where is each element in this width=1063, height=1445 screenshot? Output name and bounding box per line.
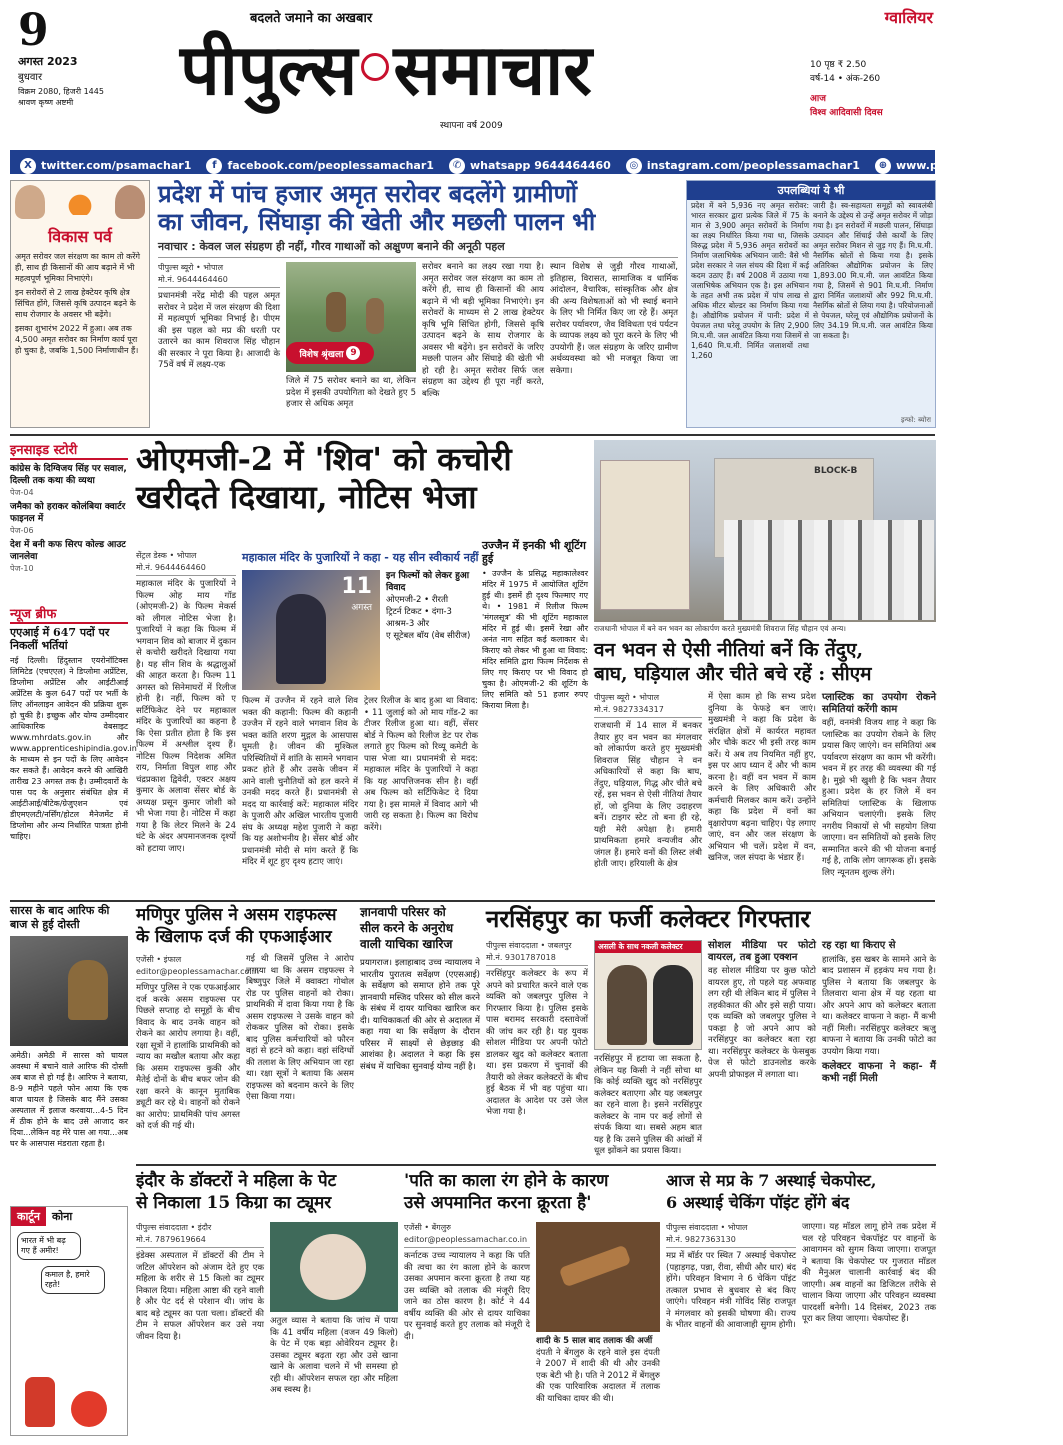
article-text: मप्र में बॉर्डर पर स्थित 7 अस्थाई चेकपोस्ट (पहाड़गढ़, पन्ना, रीवा, सीधी और धार) बंद होंगे। परिवहन विभाग ने 6 चेकिंग पॉइंट तत्काल प्रभाव से बुधवार से बंद किए जाएंगे। परिवहन मंत्री गोविंद सिंह राजपूत ने मंगलवार को इसकी घोषणा की। राज्य के भीतर वाहनों की आवाजाही सुगम होगी। xyxy=(666,1251,796,1330)
byline: पीपुल्स ब्यूरो • भोपाल xyxy=(594,693,660,702)
social-text: www.peoplessamachar.in xyxy=(895,159,1053,172)
mobile: editor@peoplessamachar.co.in xyxy=(136,966,260,976)
cm-col-2: में ऐसा काम हो कि सभ्य प्रदेश दुनिया के फेफड़े बन जाएं। मुख्यमंत्री ने कहा कि प्रदेश के संरक्षित क्षेत्रों में कार्यरत महावत और चौके कटर भी इसी तरह काम करें। ये अब तय नियमित नहीं हुए, इस पर आप ध्यान दें और भी काम करना है। वहीं वन भवन में काम करने के लिए अधिकारी और कर्मचारी मिलकर काम करें। उन्होंने कहा कि प्रदेश में वनों का वृक्षारोपण बढ़ना चाहिए। पेड़ लगाए जाएं, वन और जल संरक्षण के अभियान भी चलें। प्रदेश में वन, खनिज, जल संपदा के भंडार हैं। xyxy=(708,692,816,863)
poster-date: 11 xyxy=(341,574,372,599)
film-item: ट्रिटर्न टिकट • दंगा-3 xyxy=(386,607,452,617)
mobile: मो.नं. 9644464460 xyxy=(136,562,206,572)
pages-price: 10 पृष्ठ ₹ 2.50 xyxy=(810,60,867,70)
omg-headline-line: ओएमजी-2 में 'शिव' को कचोरी xyxy=(136,440,512,478)
indore-headline xyxy=(136,1170,398,1214)
narsinghpur-headline: नरसिंहपुर का फर्जी कलेक्टर गिरफ्तार xyxy=(486,904,811,933)
nib-logo-icon xyxy=(361,53,389,81)
pati-headline xyxy=(404,1170,660,1214)
lotus-icon xyxy=(62,185,98,215)
price-info xyxy=(810,58,935,120)
vikas-bullet: इन सरोवरों से 2 लाख हेक्टेयर कृषि क्षेत्र सिंचित होंगे, जिससे कृषि उत्पादन बढ़ने के साथ रोजगार के अवसर भी बढ़ेंगे। xyxy=(15,288,136,319)
worker-figure xyxy=(366,298,384,334)
saras-headline-line: सारस के बाद आरिफ की xyxy=(10,904,110,917)
today-label: आज xyxy=(810,94,826,104)
news-brief-title: न्यूज ब्रीफ xyxy=(10,604,128,624)
social-text: whatsapp 9644464460 xyxy=(470,159,611,172)
vikas-bullet: इसका शुभारंभ 2022 में हुआ। अब तक 4,500 अमृत सरोवर का निर्माण कार्य पूरा हो चुका है, जबकि 1,500 निर्माणाधीन हैं। xyxy=(15,324,139,355)
pati-story xyxy=(404,1170,660,1436)
checkpost-col-2: जाएगा। यह मॉडल लागू होने तक प्रदेश में चल रहे परिवहन चेकपॉइंट पर वाहनों के आवागमन को सुगम किया जाएगा। राजपूत ने बताया कि चेकपोस्ट पर गुजरात मॉडल की मैनुअल चालानी कार्रवाई बंद की जाएगी। अब वाहनों का डिजिटल तरीके से चालान किया जाएगा और परिवहन व्यवस्था पारदर्शी बनेगी। 14 दिसंबर, 2023 तक पूरा कर लिया जाएगा। चेकपोस्ट हैं। xyxy=(802,1222,936,1324)
title-left: पीपुल्स xyxy=(180,28,358,111)
woman-figure xyxy=(653,965,693,1045)
saras-body: अमेठी। अमेठी में सारस को घायल अवस्था में बचाने वाले आरिफ की दोस्ती अब बाज से हो गई है। आरिफ ने बताया, 8-9 महीने पहले फोन आया कि एक बाज घायल है जिसके बाद मैंने उसका अस्पताल में इलाज करवाया...4-5 दिन में ठीक होने के बाद उसे आजाद कर दिया...लेकिन वह मेरे पास आ गया...अब घर के आसपास मंडराता रहता है। xyxy=(10,1051,128,1148)
social-text: facebook.com/peoplessamachar1 xyxy=(227,159,434,172)
lead-col-2: जिले में 75 सरोवर बनाने का था, लेकिन प्रदेश में इसकी उपयोगिता को देखते हुए 5 हजार से अधिक अमृत xyxy=(286,376,416,409)
cm-col-1 xyxy=(594,692,702,896)
vikram-date: विक्रम 2080, हिजरी 1445 xyxy=(18,87,104,96)
social-text: instagram.com/peoplessamachar1 xyxy=(646,159,860,172)
indore-story xyxy=(136,1170,398,1436)
cm-headline-line: बाघ, घड़ियाल और चीते बचे रहें : सीएम xyxy=(594,663,872,685)
vikas-title: विकास पर्व xyxy=(48,227,112,246)
checkpost-headline-line: 6 अस्थाई चेकिंग पॉइंट होंगे बंद xyxy=(666,1193,850,1212)
cm-story xyxy=(594,440,936,896)
byline: पीपुल्स संवाददाता • इंदौर xyxy=(136,1223,212,1232)
manipur-headline xyxy=(136,904,354,948)
date-day: 9 xyxy=(18,5,49,56)
worker-figure xyxy=(326,292,346,332)
lead-headline xyxy=(158,180,678,235)
article-text: राजधानी में 14 साल में बनकर तैयार हुए वन भवन का मंगलवार को लोकार्पण करते हुए मुख्यमंत्री शिवराज सिंह चौहान ने वन अधिकारियों से कहा कि बाघ, तेंदुए, घड़ियाल, गिद्ध और चीते बचे रहें, इस भवन से ऐसी नीतियां तैयार हों, जो दुनिया के लिए उदाहरण बनें। टाइगर स्टेट तो बना ही रहे, यही मेरी अपेक्षा है। हमारी प्राथमिकता हमारे वन्यजीव और जंगल हैं। हमारे वनों की लिस्ट लंबी होती जाए। हरियाली के क्षेत्र xyxy=(594,721,702,869)
indore-col-2: अतुल व्यास ने बताया कि जांच में पाया कि 41 वर्षीय महिला (वजन 49 किलो) के पेट में एक बड़ा ओवेरियन ट्यूमर है। उसका ट्यूमर बढ़ता रहा और उसे खाना खाने के अलावा चलने में भी समस्या हो रही थी। ऑपरेशन सफल रहा और महिला अब स्वस्थ है। xyxy=(270,1316,398,1395)
x-icon: X xyxy=(20,158,36,174)
mobile: मो.नं. 9827363130 xyxy=(666,1234,736,1244)
city-label: ग्वालियर xyxy=(884,8,933,27)
checkpost-col-1 xyxy=(666,1222,796,1436)
films-box xyxy=(386,570,478,690)
photo-label: असली के साथ नकली कलेक्टर xyxy=(595,941,701,953)
cm-headline-line: वन भवन से ऐसी नीतियां बनें कि तेंदुए, xyxy=(594,639,864,661)
series-badge xyxy=(286,342,374,364)
byline: पीपुल्स संवाददाता • जबलपुर xyxy=(486,941,572,950)
checkpost-story xyxy=(666,1170,936,1436)
article-text: महाकाल मंदिर के पुजारियों ने फिल्म ओह माय गॉड (ओएमजी-2) के फिल्म मेकर्स को लीगल नोटिस भेजा है। पुजारियों ने कहा कि फिल्म में भगवान शिव को बाजार में दुकान से कचोरी खरीदते दिखाया गया है। यह सीन शिव के श्रद्धालुओं की आहत करता है। फिल्म 11 अगस्त को सिनेमाघरों में रिलीज होनी है। नहीं, फिल्म को ए सर्टिफिकेट देने पर महाकाल मंदिर के पुजारियों का कहना है कि ऐसा प्रतीत होता है कि इस फिल्म में अश्लील दृश्य हैं। नोटिस फिल्म निदेशक अमित राय, निर्माता विपुल शाह और चंद्रप्रकाश द्विवेदी, एक्टर अक्षय कुमार के अलावा सेंसर बोर्ड के अध्यक्ष प्रसून कुमार जोशी को भी भेजा गया है। नोटिस में कहा गया है कि लेटर मिलने के 24 घंटे के अंदर अपमानजनक दृश्यों को हटाया जाए। xyxy=(136,579,236,854)
lead-story xyxy=(158,180,678,428)
mobile: मो.नं. 9301787018 xyxy=(486,952,556,962)
newspaper-title xyxy=(180,22,780,112)
man-figure xyxy=(607,965,647,1045)
tithi: श्रावण कृष्ण अष्टमी xyxy=(18,98,74,107)
manipur-headline-line: मणिपुर पुलिस ने असम राइफल्स xyxy=(136,905,337,925)
article-text: नरसिंहपुर कलेक्टर के रूप में अपने को प्रचारित करने वाले एक व्यक्ति को जबलपुर पुलिस ने गिरफ्तार किया है। पुलिस इसके पास बरामद सरकारी दस्तावेजों की जांच कर रही है। यह युवक सोशल मीडिया पर अपनी फोटो डालकर खुद को कलेक्टर बताता था। इस प्रकरण में चुनावों की तैयारी को लेकर कलेक्टरों के बीच हुई बैठक में भी वह पहुंचा था। अदालत के आदेश पर उसे जेल भेजा गया है। xyxy=(486,969,588,1117)
narsinghpur-col-2: नरसिंहपुर में हटाया जा सकता है, लेकिन यह किसी ने नहीं सोचा था कि कोई व्यक्ति खुद को नरसिंहपुर कलेक्टर बताएगा और यह जबलपुर का रहने वाला है। इसने नरसिंहपुर कलेक्टर के नाम पर कई लोगों से संपर्क किया था। सबसे अहम बात यह है कि उसने पुलिस की आंखों में धूल झोंकने का प्रयास किया। xyxy=(594,1054,702,1156)
news-brief-head: एएआई में 647 पदों पर निकलीं भर्तियां xyxy=(10,626,110,652)
narsinghpur-col3-title: सोशल मीडिया पर फोटो वायरल, तब हुआ एक्शन xyxy=(708,940,816,963)
omg-headline-line: खरीदते दिखाया, नोटिस भेजा xyxy=(136,478,477,516)
checkpost-headline-line: आज से मप्र के 7 अस्थाई चेकपोस्ट, xyxy=(666,1171,877,1190)
mobile: मो.नं. 9827334317 xyxy=(594,704,664,714)
social-link-web[interactable] xyxy=(875,158,1053,174)
mobile: मो.नं. 9644464460 xyxy=(158,274,228,284)
poster-month: अगस्त xyxy=(351,603,372,613)
actor-figure xyxy=(276,594,326,684)
lead-col-1 xyxy=(158,262,280,428)
date-month: अगस्त 2023 xyxy=(18,55,78,68)
saras-headline-line: बाज से हुई दोस्ती xyxy=(10,918,80,931)
inside-item-page: पेज-04 xyxy=(10,488,34,497)
vikas-parv-box xyxy=(10,180,150,428)
article-text: इंडेक्स अस्पताल में डॉक्टरों की टीम ने जटिल ऑपरेशन को अंजाम देते हुए एक महिला के शरीर से 15 किलो का ट्यूमर निकाल दिया। महिला आष्टा की रहने वाली है और पेट दर्द से परेशान थी। जांच के बाद बड़े ट्यूमर का पता चला। डॉक्टरों की टीम ने सफल ऑपरेशन कर उसे नया जीवन दिया है। xyxy=(136,1251,264,1342)
speech-bubble: भारत में भी बढ़ गए हैं अमीर! xyxy=(17,1232,81,1260)
cartoon-corner: कोना xyxy=(51,1210,73,1223)
inside-item xyxy=(10,501,128,536)
gyanvapi-story xyxy=(360,904,480,1164)
news-brief-body: नई दिल्ली। हिंदुस्तान एयरोनॉटिक्स लिमिटेड (एचएएल) ने डिप्लोमा अप्रेंटिस, डिप्लोमा अप्रेंटिस और आईटीआई अप्रेंटिस के कुल 647 पदों पर भर्ती के लिए ऑनलाइन आवेदन की प्रक्रिया शुरू हो चुकी है। इच्छुक और योग्य उम्मीदवार आधिकारिक वेबसाइट www.mhrdats.gov.in और www.apprenticeshipindia.gov.in के माध्यम से इन पदों के लिए आवेदन कर सकते हैं। आवेदन करने की आखिरी तारीख 23 अगस्त तक है। उम्मीदवारों के पास पद के अनुसार संबंधित क्षेत्र में आईटीआई/बीटेक/ग्रेजुएशन एवं डीएमएलटी/नर्सिंग/होटल मैनेजमेंट में डिप्लोमा और अन्य निर्धारित पात्रता होनी चाहिए। xyxy=(10,656,137,842)
pati-caption-title: शादी के 5 साल बाद तलाक की अर्जी xyxy=(536,1336,653,1346)
news-brief xyxy=(10,604,137,894)
achievements-box xyxy=(686,180,936,428)
title-right: समाचार xyxy=(393,28,592,111)
omg-col-1 xyxy=(136,550,236,896)
web-icon: ⊕ xyxy=(875,158,891,174)
omg-story xyxy=(136,440,588,896)
inside-item-head[interactable]: जमैका को हराकर कोलंबिया क्वार्टर फाइनल में xyxy=(10,502,126,524)
gyanvapi-headline-line: सील करने के अनुरोध xyxy=(360,921,454,935)
inside-item-head[interactable]: कांग्रेस के दिग्विजय सिंह पर सवाल, दिल्ली तक कथा की व्यथा xyxy=(10,464,127,486)
article-text: कर्नाटक उच्च न्यायालय ने कहा कि पति की त्वचा का रंग काला होने के कारण उसका अपमान करना क्रूरता है तथा यह उस व्यक्ति को तलाक की मंजूरी दिए जाने का ठोस कारण है। कोर्ट ने 44 वर्षीय व्यक्ति की ओर से दायर याचिका पर सुनवाई करते हुए तलाक को मंजूरी दे दी। xyxy=(404,1251,530,1342)
fake-collector-photo xyxy=(594,940,702,1050)
mobile: editor@peoplessamachar.co.in xyxy=(404,1234,528,1244)
pati-col-1 xyxy=(404,1222,530,1436)
byline: एजेंसी • इंफाल xyxy=(136,955,182,964)
portrait-icon xyxy=(115,185,145,219)
lead-col-3: सरोवर बनाने का लक्ष्य रखा गया है। अमृत सरोवर जल संरक्षण का काम तो करेंगे ही, साथ ही किसानों की आय बढ़ाने में भी बड़ी भूमिका निभाएंगे। इन सरोवरों के माध्यम से 2 लाख हेक्टेयर कृषि भूमि सिंचित होगी, जिससे कृषि उत्पादन बढ़ने के साथ रोजगार के अवसर भी बढ़ेंगे। इन सरोवरों के जरिए मछली पालन और सिंघाड़े की खेती भी हो रही है। अमृत सरोवर सिर्फ जल संग्रहण का उद्देश्य ही पूरा नहीं करते, बल्कि xyxy=(422,262,544,399)
narsinghpur-col4-title2: कलेक्टर वाफना ने कहा- मैं कभी नहीं मिली xyxy=(822,1061,936,1084)
gyanvapi-headline xyxy=(360,904,480,952)
whatsapp-icon: ✆ xyxy=(449,158,465,174)
instagram-icon: ◎ xyxy=(626,158,642,174)
movie-poster xyxy=(242,570,380,690)
leader-portraits xyxy=(15,185,145,223)
mobile: मो.नं. 7879619664 xyxy=(136,1234,206,1244)
omg-headline xyxy=(136,440,588,516)
achievements-col-1: प्रदेश में बने 5,936 नए अमृत सरोवर: भारत सरकार द्वारा प्रत्येक जिले में 75 के मान से 3,900 अमृत सरोवरों के निर्माण का लक्ष्य निर्धारित किया गया था, जिसके विरुद्ध प्रदेश में 5,936 अमृत सरोवरों का निर्माण जलाभिषेक अभियान जारी: वैसे भी प्रदेश सरकार ने जल संचय की दिशा में कई कदम उठाए हैं। वर्ष 2008 में उठाया गया जलाभिषेक अभियान एक है। इस अभियान के तहत अभी तक प्रदेश में पांच लाख से अधिक मीटर बोल्डर का निर्माण किया गया है। औद्योगिक प्रयोजन में पानी: प्रदेश में पेयजल तथा घरेलू उपयोग के लिए 2,900 मि.घ.मी. जल आवंटित किया गया जिसमें से 1,640 मि.घ.मी. निर्मित जलाशयों तथा 1,260 xyxy=(691,201,809,360)
inside-item-head[interactable]: देश में बनी कफ सिरप कोल्ड आउट जानलेवा xyxy=(10,540,126,562)
narsinghpur-col4-title: रह रहा था किराए से xyxy=(822,940,896,951)
tomato-icon xyxy=(71,1391,107,1427)
photo-caption: राजधानी भोपाल में बने वन भवन का लोकार्पण करते मुख्यमंत्री शिवराज सिंह चौहान एवं अन्य। xyxy=(594,624,847,633)
social-text: twitter.com/psamachar1 xyxy=(41,159,192,172)
today-event: विश्व आदिवासी दिवस xyxy=(810,108,883,118)
gavel-photo xyxy=(536,1222,660,1332)
series-badge-label: विशेष श्रृंखला xyxy=(299,349,344,360)
cartoon-box xyxy=(10,1206,128,1436)
block-sign: BLOCK-B xyxy=(814,466,858,476)
lead-headline-line: प्रदेश में पांच हजार अमृत सरोवर बदलेंगे ग्रामीणों xyxy=(158,179,578,208)
indore-col-1 xyxy=(136,1222,264,1436)
narsinghpur-col-1 xyxy=(486,940,588,1164)
pati-caption xyxy=(536,1336,660,1436)
indore-headline-line: से निकाला 15 किग्रा का ट्यूमर xyxy=(136,1193,332,1213)
tagline: बदलते जमाने का अखबार xyxy=(250,11,373,26)
film-item: ओएमजी-2 • रीरती xyxy=(386,595,449,605)
article-text: वह सोशल मीडिया पर कुछ फोटो वायरल हुए, तो पहले यह अफवाह लग रही थी लेकिन बाद में पुलिस ने तहकीकात की और इसे सही पाया। एक व्यक्ति को जबलपुर पुलिस ने पकड़ा है जो अपने आप को नरसिंहपुर का कलेक्टर बता रहा था। नरसिंहपुर कलेक्टर के फेसबुक पेज से फोटो डाउनलोड करके अपनी प्रोफाइल में लगाता था। xyxy=(708,966,816,1080)
van-bhawan-photo xyxy=(594,440,936,622)
omg-subhead: महाकाल मंदिर के पुजारियों ने कहा - यह सीन स्वीकार्य नहीं xyxy=(242,551,479,564)
gyanvapi-body: प्रयागराज। इलाहाबाद उच्च न्यायालय ने भारतीय पुरातत्व सर्वेक्षण (एएसआई) के सर्वेक्षण को समाप्त होने तक पूरे ज्ञानवापी मस्जिद परिसर को सील करने के संबंध में दायर याचिका खारिज कर दी। याचिकाकर्ता की ओर से अदालत में कहा गया था कि सर्वेक्षण के दौरान परिसर में साक्ष्यों से छेड़छाड़ की आशंका है। अदालत ने कहा कि इस संबंध में याचिका सुनवाई योग्य नहीं है। xyxy=(360,958,480,1072)
inside-story xyxy=(10,440,128,600)
pati-headline-line: 'पति का काला रंग होने के कारण xyxy=(404,1171,609,1191)
social-link-facebook[interactable] xyxy=(206,158,433,174)
achievements-title: उपलब्धियां ये भी xyxy=(687,181,935,200)
facebook-icon: f xyxy=(206,158,222,174)
inside-item xyxy=(10,539,128,574)
hawk-figure xyxy=(68,960,108,1020)
series-badge-number: 9 xyxy=(346,346,360,360)
manipur-headline-line: के खिलाफ दर्ज की एफआईआर xyxy=(136,927,332,947)
film-item: ए सूटेबल बॉय (वेब सीरीज) xyxy=(386,631,471,641)
pati-headline-line: उसे अपमानित करना क्रूरता है' xyxy=(404,1193,592,1213)
gyanvapi-headline-line: ज्ञानवापी परिसर को xyxy=(360,905,446,919)
inside-item-page: पेज-06 xyxy=(10,526,34,535)
byline: एजेंसी • बेंगलुरु xyxy=(404,1223,451,1232)
weekday: बुधवार xyxy=(18,72,43,83)
omg-col-2: फिल्म में उज्जैन में रहने वाले शिव भक्त की कहानी: फिल्म की कहानी उज्जैन में रहने वाले भगवान शिव के भक्त कांति शरण मुद्गल के आसपास घूमती है। जीवन की मुश्किल परिस्थितियों में शांति के सामने भगवान प्रकट होते हैं और उसके जीवन में आने वाली चुनौतियों को हल करने में उनकी मदद करते हैं। प्रधानमंत्री से मदद या कार्रवाई करें: महाकाल मंदिर के पुजारी और अखिल भारतीय पुजारी संघ के अध्यक्ष महेश पुजारी ने कहा कि यह अशोभनीय है। सेंसर बोर्ड और प्रधानमंत्री मोदी से मांग करते हैं कि मंदिर में शूट हुए दृश्य हटाए जाएं। xyxy=(242,696,358,867)
omg-col-3: ट्रेलर रिलीज के बाद हुआ था विवाद: • 11 जुलाई को ओ माय गॉड-2 का टीजर रिलीज हुआ था। वहीं, सेंसर बोर्ड ने फिल्म को रिलीज डेट पर रोक लगाते हुए फिल्म को रिव्यू कमेटी के पास भेजा था। प्रधानमंत्री से मदद: महाकाल मंदिर के पुजारियों ने कहा कि यह आपत्तिजनक सीन है। वहीं अब फिल्म को सर्टिफिकेट दे दिया गया है। इस मामले में विवाद आगे भी जारी रह सकता है। फिल्म का विरोध करेंगे। xyxy=(364,696,478,833)
social-link-instagram[interactable] xyxy=(626,158,860,174)
tumor-photo xyxy=(270,1222,398,1312)
social-strip xyxy=(10,150,1053,174)
manipur-col-2: गई थी जिसमें पुलिस ने आरोप लगाया था कि असम राइफल्स ने बिष्णुपुर जिले में क्वाक्टा गोथोल रोड पर पुलिस वाहनों को रोका। प्राथमिकी में दावा किया गया है कि असम राइफल्स ने उसके वाहन को रोककर पुलिस को रोका। इसके बाद पुलिस कर्मचारियों को फौरन वहां से हटने को कहा। वहां संदिग्धों की तलाश के लिए अभियान जा रहा था। रक्षा सूत्रों ने बताया कि असम राइफल्स को बदनाम करने के लिए ऐसा किया गया। xyxy=(246,954,354,1102)
inside-item-page: पेज-10 xyxy=(10,564,34,573)
manipur-story xyxy=(136,904,354,1164)
indore-headline-line: इंदौर के डॉक्टरों ने महिला के पेट xyxy=(136,1171,337,1191)
masthead xyxy=(0,0,945,148)
lead-subhead: नवाचार : केवल जल संग्रहण ही नहीं, गौरव गाथाओं को अक्षुण्ण बनाने की अनूठी पहल xyxy=(158,239,678,258)
vikas-bullet: अमृत सरोवर जल संरक्षण का काम तो करेंगे ही, साथ ही किसानों की आय बढ़ाने में भी महत्वपूर्ण भूमिका निभाएंगे। xyxy=(15,252,141,283)
divider xyxy=(10,900,935,902)
gavel-icon xyxy=(559,1245,632,1288)
saras-story xyxy=(10,904,128,1200)
article-text: हालांकि, इस खबर के सामने आने के बाद प्रशासन में हड़कंप मच गया है। पुलिस ने बताया कि जबलपुर के तिलवारा थाना क्षेत्र में यह रहता था और अपने आप को कलेक्टर बताता था। कलेक्टर वाफना ने कहा- मैं कभी नहीं मिली। नरसिंहपुर कलेक्टर ऋजु बाफना ने बताया कि उनकी फोटो का उपयोग किया गया। xyxy=(822,954,936,1057)
ujjain-box xyxy=(482,540,588,896)
article-text: प्रधानमंत्री नरेंद्र मोदी की पहल अमृत सरोवर ने प्रदेश में जल संरक्षण की दिशा में महत्वपूर्ण भूमिका निभाई है। पीएम की इस पहल को मप्र की धरती पर उतारने का काम शिवराज सिंह चौहान की सरकार ने पूरा किया है। आजादी के 75वें वर्ष में लक्ष्य-एक xyxy=(158,291,280,370)
ujjain-body: • उज्जैन के प्रसिद्ध महाकालेश्वर मंदिर में 1975 में आयोजित शूटिंग हुई थी। इसमें ही दृश्य फिल्माए गए थे। • 1981 में रिलीज फिल्म 'मंगलसूत्र' की भी शूटिंग महाकाल मंदिर में हुई थी। इसमें रेखा और अनंत नाग सहित कई कलाकार थे। किराए को लेकर भी हुआ था विवाद: मंदिर समिति द्वारा फिल्म निर्देशक से लिए गए किराए पर भी विवाद हो चुका है। ओएमजी-2 की शूटिंग के लिए समिति को 51 हजार रुपए किराया मिला है। xyxy=(482,569,588,711)
article-text: वहीं, वनमंत्री विजय शाह ने कहा कि प्लास्टिक का उपयोग रोकने के लिए प्रयास किए जाएंगे। वन समितियां अब पर्यावरण संरक्षण का काम भी करेंगी। भवन में हर तरह की व्यवस्था की गई है। मुझे भी खुशी है कि भवन तैयार हुआ। प्रदेश के हर जिले में वन समितियां प्लास्टिक के खिलाफ अभियान चलाएंगी। इसके लिए नगरीय निकायों से भी सहयोग लिया जाएगा। वन समितियों को इसके लिए सम्मानित करने की भी योजना बनाई गई है, ताकि लोग जागरूक हों। इसके लिए न्यूनतम शुल्क लेंगे। xyxy=(822,718,936,878)
byline: पीपुल्स संवाददाता • भोपाल xyxy=(666,1223,748,1232)
social-link-twitter[interactable] xyxy=(20,158,191,174)
lead-col-4: स्थान विशेष से जुड़ी गौरव गाथाओं, इतिहास, विरासत, सामाजिक व धार्मिक आंदोलन, वैचारिक, सांस्कृतिक और क्षेत्र की अन्य विशेषताओं को भी स्थाई बनाने के लिए भी निर्मित किए जा रहे हैं। अमृत सरोवर पर्यावरण, जैव विविधता एवं पर्यटन के व्यापक लक्ष्य को पूरा करने के लिए भी उपयोगी हैं। जल संग्रहण के जरिए ग्रामीण अर्थव्यवस्था को भी मजबूत किया जा सकेगा। xyxy=(550,262,678,376)
byline: सेंट्रल डेस्क • भोपाल xyxy=(136,551,197,560)
portrait-icon xyxy=(15,185,45,219)
checkpost-headline xyxy=(666,1170,936,1214)
article-text: दंपती ने बेंगलुरु के रहने वाले इस दंपती ने 2007 में शादी की थी और उनकी एक बेटी भी है। पति ने 2012 में बेंगलुरु की एक पारिवारिक अदालत में तलाक की याचिका दायर की थी। xyxy=(536,1347,660,1404)
divider xyxy=(10,434,935,436)
cm-headline xyxy=(594,638,936,686)
film-item: आश्रम-3 और xyxy=(386,619,430,629)
article-text: मणिपुर पुलिस ने एक एफआईआर दर्ज करके असम राइफल्स पर पिछले सप्ताह दो समूहों के बीच विवाद के बाद उनके वाहन को रोकने का आरोप लगाया है। वहीं, रक्षा सूत्रों ने हालांकि प्राथमिकी को न्याय का मखौल बताया और कहा कि असम राइफल्स कुकी और मैतेई दोनों के बीच बफर जोन की रक्षा करने के कानून मुताबिक ड्यूटी कर रहे थे। वाहनों को रोकने का आरोप: प्राथमिकी पांच अगस्त को दर्ज की गई थी। xyxy=(136,983,240,1131)
social-link-whatsapp[interactable] xyxy=(449,158,611,174)
narsinghpur-col-3 xyxy=(708,940,816,1164)
achievements-col-2: जारी है। स्व-सहायता समूहों को स्वावलंबी बनाने के उद्देश्य से उन्हें अमृत सरोवर में जोड़ा गया है। इन सरोवरों में मछली पालन, सिंघाड़ा उत्पादन और सिंचाई जैसे कार्यों के लिए अमृत सरोवर मिशन से जुड़ गए हैं। मि.घ.मी. नैसर्गिक स्रोतों से किया गया है। इसके अतिरिक्त औद्योगिक प्रयोजन के लिए 1,893.00 मि.घ.मी. जल आवंटित किया गया है, जिसमें से 901 मि.घ.मी. निर्माण द्वारा निर्मित जलाशयों और 992 मि.घ.मी. नैसर्गिक स्रोतों से लिया गया है। परियोजनाओं से पेयजल, घरेलू एवं औद्योगिक प्रयोजनों के लिए 34.19 मि.घ.मी. जल आवंटित किया जा सकता है। xyxy=(813,201,933,340)
saras-headline xyxy=(10,904,128,932)
narsinghpur-col-4 xyxy=(822,940,936,1164)
tumor-figure xyxy=(300,1234,366,1300)
volume-issue: वर्ष-14 • अंक-260 xyxy=(810,74,881,84)
cm-col-3 xyxy=(822,692,936,896)
speech-bubble: कमाल है, हमारे रहते! xyxy=(41,1266,105,1294)
cm-col3-title: प्लास्टिक का उपयोग रोकने समितियां करेंगी काम xyxy=(822,692,936,715)
founded-year: स्थापना वर्ष 2009 xyxy=(440,121,503,131)
cartoon-title: कार्टून xyxy=(11,1207,46,1226)
byline: पीपुल्स ब्यूरो • भोपाल xyxy=(158,263,224,272)
info-credit: इन्फो: ब्योरा xyxy=(900,416,931,424)
gas-cylinder-icon xyxy=(25,1377,55,1427)
gyanvapi-headline-line: वाली याचिका खारिज xyxy=(360,937,453,951)
inside-item xyxy=(10,463,128,498)
date-box xyxy=(18,5,138,120)
films-title: इन फिल्मों को लेकर हुआ विवाद xyxy=(386,571,470,593)
plaque xyxy=(600,460,690,610)
narsinghpur-story xyxy=(486,904,936,1164)
divider xyxy=(136,1164,936,1166)
manipur-col-1 xyxy=(136,954,260,1164)
ujjain-title: उज्जैन में इनकी भी शूटिंग हुई xyxy=(482,539,586,565)
lead-headline-line: का जीवन, सिंघाड़ा की खेती और मछली पालन भी xyxy=(158,206,596,236)
crowd-figures xyxy=(724,520,934,620)
arif-photo xyxy=(10,936,128,1046)
inside-title: इनसाइड स्टोरी xyxy=(10,440,128,460)
